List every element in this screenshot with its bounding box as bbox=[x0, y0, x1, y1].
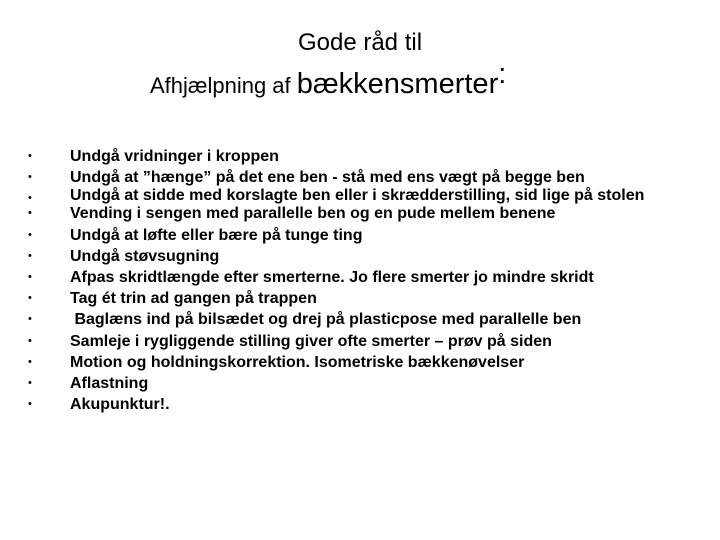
list-item bbox=[28, 352, 678, 373]
bullet-icon: • bbox=[28, 249, 32, 262]
list-item-text: Undgå at ”hænge” på det ene ben - stå med ens vægt på begge ben bbox=[70, 169, 585, 187]
list-item-text: Undgå at sidde med korslagte ben eller i skrædderstilling, sid lige på stolen bbox=[70, 187, 645, 205]
bullet-icon: • bbox=[28, 271, 32, 284]
list-item bbox=[28, 373, 678, 394]
list-item bbox=[28, 225, 678, 246]
bullet-icon: • bbox=[28, 334, 32, 347]
list-item-text: Afpas skridtlængde efter smerterne. Jo flere smerter jo mindre skridt bbox=[70, 269, 594, 287]
bullet-icon: • bbox=[28, 398, 32, 411]
list-item bbox=[28, 394, 678, 415]
list-item-text: Undgå at løfte eller bære på tunge ting bbox=[70, 226, 363, 244]
subtitle-part-1: Afhjælpning af bbox=[150, 73, 297, 98]
list-item bbox=[28, 167, 678, 188]
list-item bbox=[28, 309, 678, 330]
list-item bbox=[28, 203, 678, 224]
list-item bbox=[28, 188, 678, 203]
subtitle-colon: : bbox=[498, 58, 507, 90]
bullet-icon: • bbox=[28, 150, 32, 162]
list-item bbox=[28, 288, 678, 309]
list-item-text: Motion og holdningskorrektion. Isometriske bækkenøvelser bbox=[70, 353, 525, 371]
list-item bbox=[28, 267, 678, 288]
list-item-text: Undgå støvsugning bbox=[70, 247, 220, 265]
list-item-text: Akupunktur!. bbox=[70, 396, 170, 414]
bullet-icon: • bbox=[28, 171, 32, 184]
bullet-icon: • bbox=[28, 292, 32, 305]
list-item-text: Vending i sengen med parallelle ben og en pude mellem benene bbox=[70, 205, 556, 223]
bullet-icon: • bbox=[28, 377, 32, 390]
list-item-text: Baglæns ind på bilsædet og drej på plasticpose med parallelle ben bbox=[70, 311, 582, 329]
list-item-text: Aflastning bbox=[70, 375, 149, 393]
slide-subtitle bbox=[150, 58, 507, 101]
list-item bbox=[28, 331, 678, 352]
list-item-text: Samleje i rygliggende stilling giver ofte smerter – prøv på siden bbox=[70, 332, 552, 350]
bullet-icon: • bbox=[28, 192, 32, 205]
bullet-icon: • bbox=[28, 228, 32, 241]
bullet-icon: • bbox=[28, 207, 32, 220]
list-item-text: Tag ét trin ad gangen på trappen bbox=[70, 290, 317, 308]
subtitle-part-2: bækkensmerter bbox=[296, 68, 499, 100]
list-item-text: Undgå vridninger i kroppen bbox=[70, 148, 279, 165]
bullet-icon: • bbox=[28, 355, 32, 368]
bullet-icon: • bbox=[28, 313, 32, 326]
list-item bbox=[28, 146, 678, 167]
list-item bbox=[28, 246, 678, 267]
slide-title: Gode råd til bbox=[297, 29, 423, 56]
advice-list bbox=[28, 146, 678, 415]
